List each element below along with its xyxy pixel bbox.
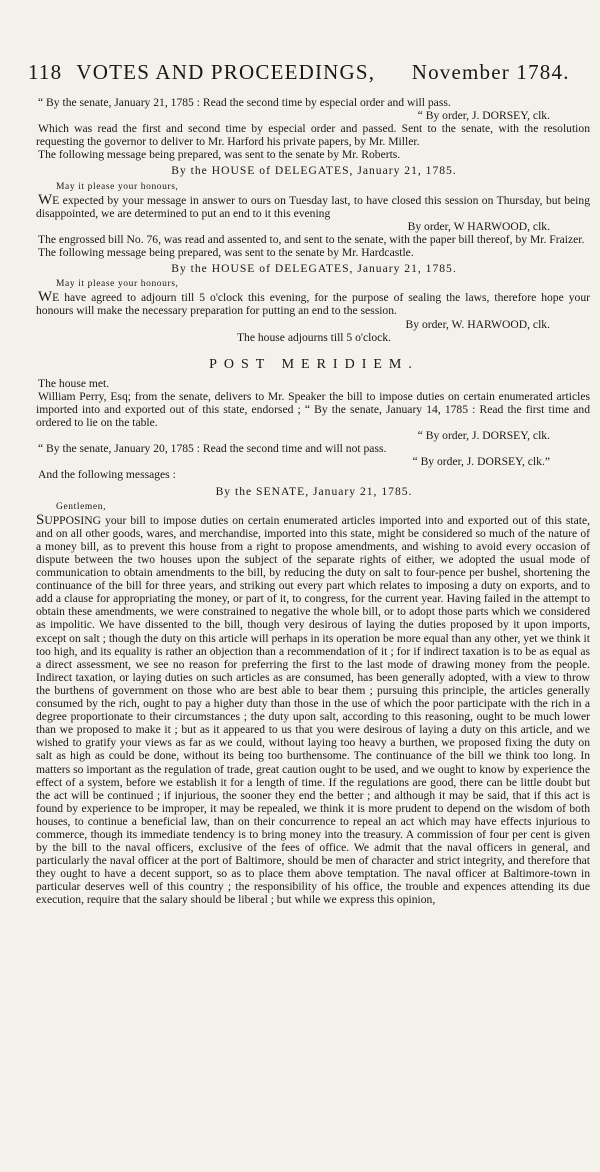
page-number: 118 <box>28 60 63 84</box>
signature-line: “ By order, J. DORSEY, clk.” <box>412 455 550 469</box>
paragraph: The following message being prepared, was sent to the senate by Mr. Roberts. <box>38 148 401 162</box>
post-meridiem-heading: POST MERIDIEM. <box>209 356 419 372</box>
paragraph: The house met. <box>38 376 110 390</box>
paragraph: And the following messages : <box>38 468 176 482</box>
section-heading: By the HOUSE of DELEGATES, January 21, 1785. <box>171 262 457 276</box>
paragraph: “ By the senate, January 21, 1785 : Read the second time by especial order and will pass. <box>38 96 451 109</box>
body-text <box>36 96 590 907</box>
adjournment-line: The house adjourns till 5 o'clock. <box>236 330 392 344</box>
message-text: WE have agreed to adjourn till 5 o'clock this evening, for the purpose of sealing the laws, therefore hope your honours will make the necessary preparation for putting an end to the session. <box>36 289 590 318</box>
paragraph: The following message being prepared, was sent to the senate by Mr. Hardcastle. <box>38 246 414 260</box>
salutation: Gentlemen, <box>56 501 107 512</box>
salutation: May it please your honours, <box>56 279 179 290</box>
running-title: VOTES AND PROCEEDINGS, <box>76 60 376 84</box>
paragraph: The engrossed bill No. 76, was read and assented to, and sent to the senate, with the paper bill thereof, by Mr. Fraizer. <box>38 232 585 246</box>
signature-line: By order, W HARWOOD, clk. <box>407 219 550 233</box>
paragraph: “ By the senate, January 20, 1785 : Read the second time and will not pass. <box>38 442 387 456</box>
message-text: WE expected by your message in answer to ours on Tuesday last, to have closed this session on Thursday, but being disappointed, we are determined to put an end to it this evening <box>36 191 590 220</box>
section-heading: By the HOUSE of DELEGATES, January 21, 1785. <box>171 164 457 178</box>
section-heading: By the SENATE, January 21, 1785. <box>215 484 413 498</box>
salutation: May it please your honours, <box>56 181 179 192</box>
header-date: November 1784. <box>411 60 570 84</box>
signature-line: “ By order, J. DORSEY, clk. <box>417 109 550 123</box>
message-text: SUPPOSING your bill to impose duties on certain enumerated articles imported into and exported out of this state, and on all other goods, wares, and merchandise, imported into this state, might be considered so much of the nature of a money bill, as to prevent this house from a right to propose amendments, and wishing to avoid every occasion of dispute between the two houses upon the subject of the separate rights of either, we adopted the usual mode of communication to obtain amendments to the bill, by reducing the duty on salt to four-pence per bushel, shortening the continuance of the bill for three years, and striking out every part which relates to imposing a duty on exports, and to add a clause for appropriating the money, or part of it, to congress, for the current year. Having failed in the attempt to obtain these amendments, we were constrained to negative the whole bill, or to adopt those parts which we considered as impolitic. We have dissented to the bill, though very desirous of laying the duties proposed by it upon imports, except on salt ; though the duty on this article will perhaps in its operation be more equal than any other, yet we think it too high, and its equality is rather an objection than a recommendation of it ; for if indirect taxation is to be as equal as a direct assessment, we see no reason for preferring the first to the last mode of drawing money from the people. Indirect taxation, or laying duties on such articles as are consumed, has been generally adopted, with a view to throw the burthens of government on those who are best able to bear them ; pursuing this principle, the articles generally consumed by the rich, ought to pay a higher duty than those in the use of which the poor participate with the rich in a degree proportionate to their circumstances ; the duty upon salt, according to this reasoning, ought to be much lower than we proposed to make it ; but as it appeared to us that you were desirous of laying a duty on this article, and we wished to gratify your views as far as we could, without laying too heavy a burthen, we proposed fixing the duty on salt as high as could be done, without its being too burthensome. The continuance of the bill we think too long. In matters so important as the regulation of trade, great caution ought to be used, and we ought to know by experience the effect of a system, before we establish it for a length of time. If the regulations are good, there can be little doubt but the act will be continued ; if injurious, the sooner they end the better ; and although it may be said, that if this act is found by experience to be improper, it may be repealed, we think it is more prudent to depend on the wisdom of both houses, to continue a beneficial law, than on their concurrence to repeal an act which may have effects injurious to commerce, though its immediate tendency is to bring money into the treasury. A commission of four per cent is given by the bill to the naval officers, exclusive of the fees of office. We admit that the naval officers in general, and particularly the naval officer at the port of Baltimore, should be men of character and strict integrity, and therefore that they ought to have a decent support, so as to place them above temptation. The naval officer at Baltimore-town in particular deserves well of this country ; the responsibility of his office, the trouble and expences attending its due execution, require that the salary should be liberal ; but while we express this opinion, <box>36 511 590 907</box>
paragraph: William Perry, Esq; from the senate, delivers to Mr. Speaker the bill to impose duties on certain enumerated articles imported into and exported out of this state, endorsed ; “ By the senate, January 14, 1785 : Read the first time and ordered to lie on the table. <box>36 389 590 430</box>
page-header <box>28 60 588 85</box>
signature-line: By order, W. HARWOOD, clk. <box>405 317 550 331</box>
signature-line: “ By order, J. DORSEY, clk. <box>417 429 550 443</box>
paragraph: Which was read the first and second time by especial order and passed. Sent to the senate, with the resolution requesting the governor to deliver to Mr. Harford his private papers, by Mr. Miller. <box>36 122 590 149</box>
